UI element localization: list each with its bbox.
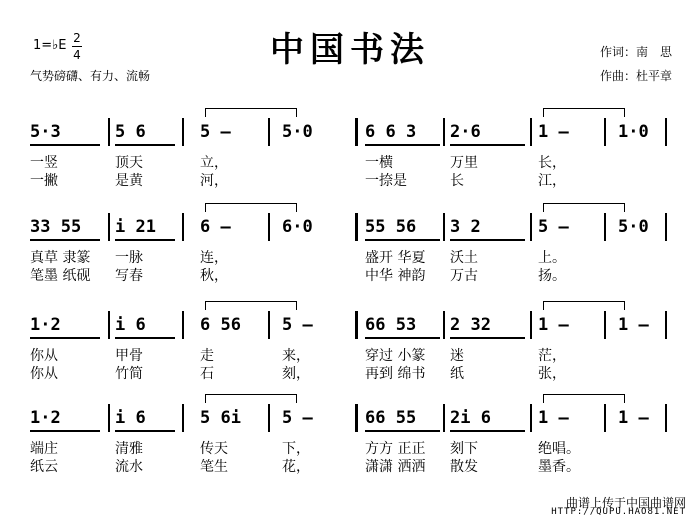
note-group: 5 – (282, 315, 313, 335)
lyric-verse-1: 甲骨 (115, 348, 143, 364)
bar-line (530, 213, 532, 241)
bar-line (108, 213, 110, 241)
lyric-verse-1: 方方 正正 (365, 441, 426, 457)
lyric-verse-2: 竹简 (115, 366, 143, 382)
lyric-verse-2: 再到 绵书 (365, 366, 426, 382)
note-group: 1 – (538, 122, 569, 142)
note-group: 6·0 (282, 217, 313, 237)
lyric-verse-2: 你从 (30, 366, 58, 382)
footer-url: HTTP://QUPU.HAO81.NET (551, 507, 686, 517)
beam-underline (115, 144, 175, 146)
note-group: 3 2 (450, 217, 481, 237)
note-group: 1 – (538, 408, 569, 428)
time-signature (72, 30, 82, 63)
note-group: 2i 6 (450, 408, 491, 428)
lyric-verse-1: 下， (282, 441, 310, 457)
lyric-verse-1: 上。 (538, 250, 566, 266)
note-group: 1 – (618, 408, 649, 428)
lyric-verse-2: 纸云 (30, 459, 58, 475)
note-group: 33 55 (30, 217, 82, 237)
beam-underline (450, 144, 525, 146)
lyric-verse-2: 石 (200, 366, 214, 382)
bar-line (443, 311, 445, 339)
note-group: 5·0 (618, 217, 649, 237)
lyric-verse-2: 散发 (450, 459, 478, 475)
note-group: 1·2 (30, 315, 61, 335)
lyric-verse-1: 连， (200, 250, 228, 266)
beam-underline (115, 239, 175, 241)
note-group: 66 55 (365, 408, 417, 428)
lyric-verse-2: 笔生 (200, 459, 228, 475)
note-group: 6 – (200, 217, 231, 237)
note-group: 5 – (282, 408, 313, 428)
bar-line (355, 311, 358, 339)
key-signature: 1=♭E (33, 38, 67, 53)
bar-line (530, 404, 532, 432)
note-group: 1·2 (30, 408, 61, 428)
lyric-verse-1: 迷 (450, 348, 464, 364)
lyric-verse-2: 扬。 (538, 268, 566, 284)
lyric-verse-1: 立， (200, 155, 228, 171)
composer: 作曲：杜平章 (600, 69, 673, 83)
bar-line (665, 404, 667, 432)
lyric-verse-2: 笔墨 纸砚 (30, 268, 91, 284)
lyric-verse-2: 纸 (450, 366, 464, 382)
tie-bracket (543, 394, 625, 403)
tie-bracket (205, 394, 297, 403)
note-group: 1 – (618, 315, 649, 335)
bar-line (355, 213, 358, 241)
beam-underline (115, 430, 175, 432)
note-group: 66 53 (365, 315, 417, 335)
lyric-verse-1: 传天 (200, 441, 228, 457)
bar-line (268, 213, 270, 241)
lyric-verse-2: 墨香。 (538, 459, 580, 475)
lyric-verse-2: 写春 (115, 268, 143, 284)
song-title: 中国书法 (270, 30, 430, 70)
lyricist: 作词：南 思 (600, 45, 673, 59)
lyric-verse-2: 长 (450, 173, 464, 189)
lyric-verse-1: 来， (282, 348, 310, 364)
tie-bracket (205, 301, 297, 310)
bar-line (665, 213, 667, 241)
bar-line (443, 213, 445, 241)
tempo-mood: 气势磅礴、有力、流畅 (30, 69, 151, 83)
bar-line (108, 311, 110, 339)
bar-line (108, 118, 110, 146)
note-group: 5 – (538, 217, 569, 237)
bar-line (108, 404, 110, 432)
lyric-verse-2: 张， (538, 366, 566, 382)
lyric-verse-2: 江， (538, 173, 566, 189)
lyric-verse-2: 花， (282, 459, 310, 475)
lyric-verse-1: 沃土 (450, 250, 478, 266)
lyric-verse-1: 盛开 华夏 (365, 250, 426, 266)
lyric-verse-2: 中华 神韵 (365, 268, 426, 284)
lyric-verse-2: 潇潇 洒洒 (365, 459, 426, 475)
lyric-verse-1: 穿过 小篆 (365, 348, 426, 364)
lyric-verse-2: 河， (200, 173, 228, 189)
bar-line (665, 311, 667, 339)
bar-line (182, 118, 184, 146)
note-group: 5 6i (200, 408, 241, 428)
lyric-verse-1: 走 (200, 348, 214, 364)
lyric-verse-2: 是黄 (115, 173, 143, 189)
note-group: 55 56 (365, 217, 417, 237)
lyric-verse-2: 一撇 (30, 173, 58, 189)
note-group: i 6 (115, 315, 146, 335)
bar-line (355, 118, 358, 146)
time-top: 2 (73, 31, 81, 45)
bar-line (443, 404, 445, 432)
beam-underline (365, 430, 440, 432)
lyric-verse-2: 秋， (200, 268, 228, 284)
note-group: 2·6 (450, 122, 481, 142)
tie-bracket (543, 108, 625, 117)
bar-line (182, 404, 184, 432)
note-group: 5·0 (282, 122, 313, 142)
lyric-verse-1: 一横 (365, 155, 393, 171)
lyric-verse-1: 你从 (30, 348, 58, 364)
footer-text: 曲谱上传于中国曲谱网 (565, 496, 686, 510)
beam-underline (450, 430, 525, 432)
lyric-verse-1: 顶天 (115, 155, 143, 171)
lyric-verse-1: 清雅 (115, 441, 143, 457)
tie-bracket (543, 203, 625, 212)
note-group: 6 56 (200, 315, 241, 335)
lyric-verse-2: 刻， (282, 366, 310, 382)
beam-underline (30, 430, 100, 432)
beam-underline (365, 239, 440, 241)
note-group: i 6 (115, 408, 146, 428)
note-group: 5·3 (30, 122, 61, 142)
bar-line (182, 311, 184, 339)
note-group: 1 – (538, 315, 569, 335)
note-group: 1·0 (618, 122, 649, 142)
lyric-verse-1: 刻下 (450, 441, 478, 457)
lyric-verse-1: 绝唱。 (538, 441, 580, 457)
lyric-verse-1: 茫， (538, 348, 566, 364)
beam-underline (30, 239, 100, 241)
lyric-verse-1: 万里 (450, 155, 478, 171)
beam-underline (365, 337, 440, 339)
bar-line (530, 118, 532, 146)
lyric-verse-2: 一捺是 (365, 173, 407, 189)
beam-underline (30, 337, 100, 339)
beam-underline (365, 144, 440, 146)
lyric-verse-1: 一竖 (30, 155, 58, 171)
lyric-verse-1: 端庄 (30, 441, 58, 457)
bar-line (604, 404, 606, 432)
beam-underline (115, 337, 175, 339)
note-group: 5 6 (115, 122, 146, 142)
bar-line (530, 311, 532, 339)
tie-bracket (543, 301, 625, 310)
bar-line (182, 213, 184, 241)
lyric-verse-2: 万古 (450, 268, 478, 284)
bar-line (268, 118, 270, 146)
lyric-verse-1: 长， (538, 155, 566, 171)
lyric-verse-1: 一脉 (115, 250, 143, 266)
time-bottom: 4 (73, 48, 81, 62)
tie-bracket (205, 203, 297, 212)
bar-line (268, 311, 270, 339)
tie-bracket (205, 108, 297, 117)
beam-underline (450, 239, 525, 241)
note-group: 6 6 3 (365, 122, 417, 142)
lyric-verse-1: 真草 隶篆 (30, 250, 91, 266)
bar-line (665, 118, 667, 146)
bar-line (268, 404, 270, 432)
lyric-verse-2: 流水 (115, 459, 143, 475)
note-group: i 21 (115, 217, 156, 237)
bar-line (604, 118, 606, 146)
note-group: 2 32 (450, 315, 491, 335)
bar-line (443, 118, 445, 146)
bar-line (355, 404, 358, 432)
bar-line (604, 213, 606, 241)
beam-underline (450, 337, 525, 339)
bar-line (604, 311, 606, 339)
note-group: 5 – (200, 122, 231, 142)
beam-underline (30, 144, 100, 146)
